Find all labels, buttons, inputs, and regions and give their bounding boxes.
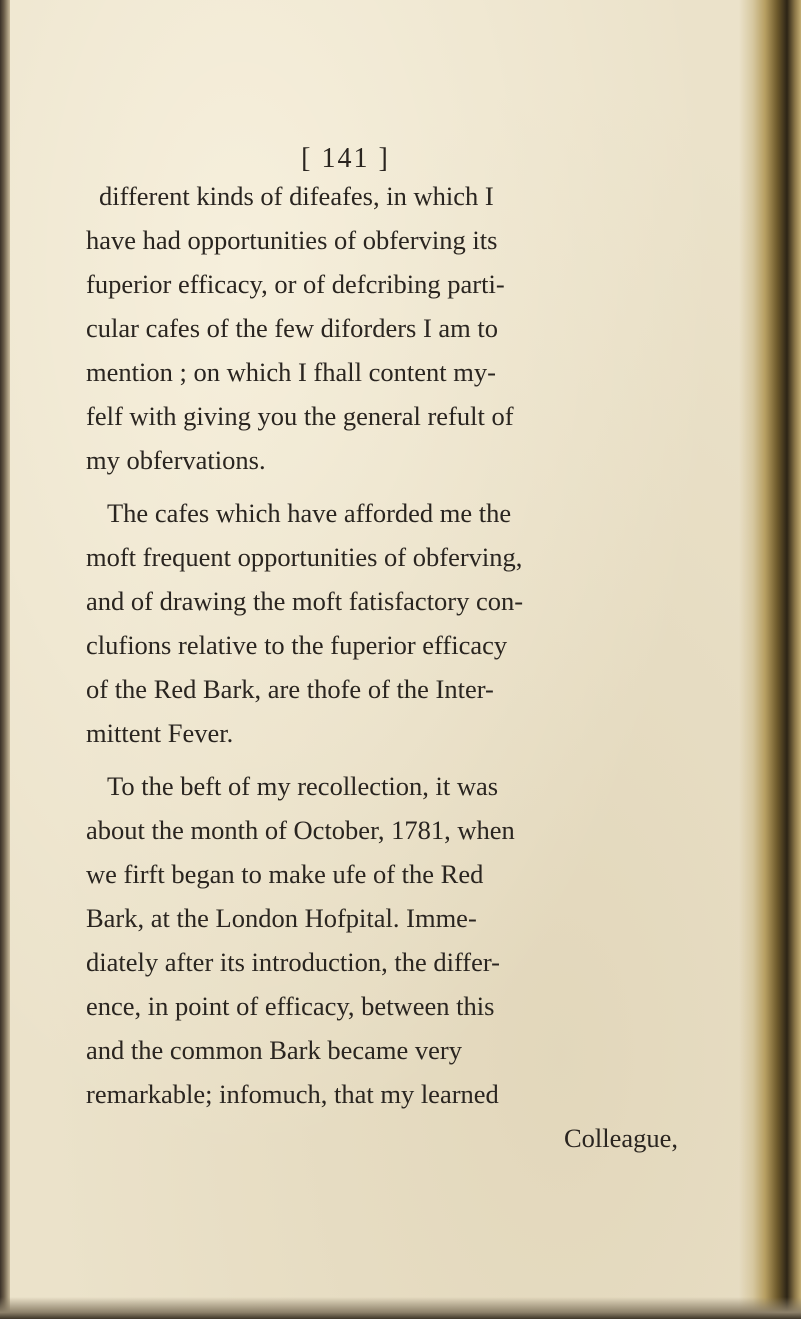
text-line: Bark, at the London Hofpital. Imme- xyxy=(86,903,477,933)
text-line: my obfervations. xyxy=(86,445,266,475)
text-line: about the month of October, 1781, when xyxy=(86,815,515,845)
page-binding-edge xyxy=(739,0,801,1319)
page-number: [ 141 ] xyxy=(301,143,390,174)
text-line: have had opportunities of obferving its xyxy=(86,225,498,255)
text-line: cular cafes of the few diforders I am to xyxy=(86,313,499,343)
page-left-edge xyxy=(0,0,10,1319)
text-line: diately after its introduction, the differ- xyxy=(86,947,501,977)
text-line: of the Red Bark, are thofe of the Inter- xyxy=(86,674,494,704)
text-line: and of drawing the moft fatisfactory con- xyxy=(86,586,524,616)
text-line: we firft began to make ufe of the Red xyxy=(86,859,484,889)
text-line: mention ; on which I fhall content my- xyxy=(86,357,496,387)
text-line: mittent Fever. xyxy=(86,718,234,748)
text-line: felf with giving you the general refult of xyxy=(86,401,514,431)
text-line: moft frequent opportunities of obferving, xyxy=(86,542,523,572)
catchword: Colleague, xyxy=(564,1123,679,1153)
text-line: and the common Bark became very xyxy=(86,1035,463,1065)
text-line: remarkable; infomuch, that my learned xyxy=(86,1079,499,1109)
text-line: fuperior efficacy, or of defcribing parti- xyxy=(86,269,505,299)
text-line: To the beft of my recollection, it was xyxy=(107,771,499,801)
text-line: different kinds of difeafes, in which I xyxy=(99,181,494,211)
text-line: The cafes which have afforded me the xyxy=(107,498,512,528)
text-line: ence, in point of efficacy, between this xyxy=(86,991,495,1021)
page-bottom-edge xyxy=(0,1297,801,1319)
text-line: clufions relative to the fuperior efficacy xyxy=(86,630,508,660)
